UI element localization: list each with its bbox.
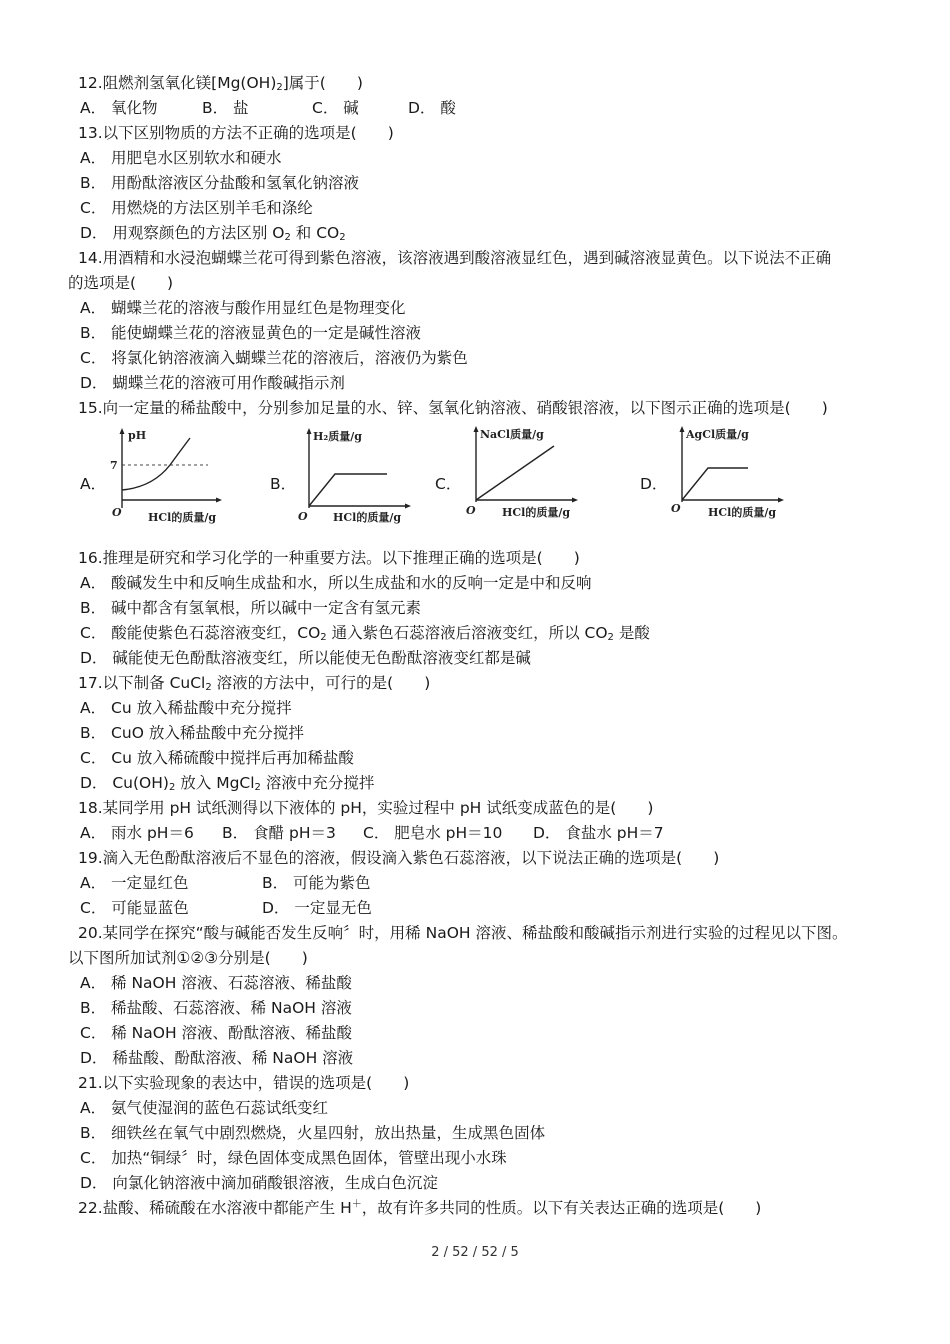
- q20-stem-line1: 20.某同学在探究“酸与碱能否发生反响〞时，用稀 NaOH 溶液、稀盐酸和酸碱指示剂进行实验的过程见以下图。: [78, 924, 848, 942]
- q20-option-c: C． 稀 NaOH 溶液、酚酞溶液、稀盐酸: [80, 1024, 353, 1042]
- graph-b-y-arrow: [307, 428, 312, 434]
- q14-option-a: A． 蝴蝶兰花的溶液与酸作用显红色是物理变化: [80, 299, 406, 317]
- q12-stem: 12.阻燃剂氢氧化镁$[Mg(OH)_2]$属于( ): [78, 74, 363, 93]
- q15-graphs: [0, 424, 950, 528]
- graph-a-curve: [122, 438, 190, 490]
- q12-option-c: C． 碱: [312, 99, 359, 117]
- q19-option-b: B． 可能为紫色: [262, 874, 371, 892]
- q18-option-b: B． 食醋 pH＝3: [222, 824, 336, 842]
- q16-option-a: A． 酸碱发生中和反响生成盐和水，所以生成盐和水的反响一定是中和反响: [80, 574, 592, 592]
- q17-option-a: A． Cu 放入稀盐酸中充分搅拌: [80, 699, 292, 717]
- page-footer: 2 / 52 / 52 / 5: [431, 1245, 519, 1260]
- graph-d-line: [682, 468, 748, 500]
- q14-option-d: D． 蝴蝶兰花的溶液可用作酸碱指示剂: [80, 374, 345, 392]
- graph-c-xlabel: HCl的质量/g: [502, 506, 571, 519]
- graph-d-xlabel: HCl的质量/g: [708, 506, 777, 519]
- q14-stem-line2: 的选项是( ): [68, 274, 174, 292]
- graph-b-x-arrow: [405, 504, 411, 509]
- graph-b-line: [309, 474, 387, 506]
- graph-c-x-arrow: [572, 498, 578, 503]
- q21-option-a: A． 氨气使湿润的蓝色石蕊试纸变红: [80, 1099, 329, 1117]
- q18-stem: 18.某同学用 pH 试纸测得以下液体的 pH，实验过程中 pH 试纸变成蓝色的是( ): [78, 799, 654, 817]
- graph-a-xlabel: HCl的质量/g: [148, 511, 217, 524]
- q17-option-b: B． CuO 放入稀盐酸中充分搅拌: [80, 724, 304, 742]
- q20-option-d: D． 稀盐酸、酚酞溶液、稀 NaOH 溶液: [80, 1049, 354, 1067]
- graph-c-origin: O: [466, 504, 476, 517]
- q14-option-b: B． 能使蝴蝶兰花的溶液显黄色的一定是碱性溶液: [80, 324, 422, 342]
- graph-d-ylabel: AgCl质量/g: [686, 428, 749, 441]
- q15-label-d: D．: [640, 475, 668, 493]
- q14-option-c: C． 将氯化钠溶液滴入蝴蝶兰花的溶液后，溶液仍为紫色: [80, 349, 468, 367]
- q21-option-c: C． 加热“铜绿〞时，绿色固体变成黑色固体，管壁出现小水珠: [80, 1149, 507, 1167]
- q12-option-b: B． 盐: [202, 99, 249, 117]
- graph-d-agcl: [668, 424, 788, 528]
- q20-option-b: B． 稀盐酸、石蕊溶液、稀 NaOH 溶液: [80, 999, 352, 1017]
- q21-stem: 21.以下实验现象的表达中，错误的选项是( ): [78, 1074, 410, 1092]
- q15-label-b: B．: [270, 475, 297, 493]
- q16-stem: 16.推理是研究和学习化学的一种重要方法。以下推理正确的选项是( ): [78, 549, 580, 567]
- q13-option-a: A． 用肥皂水区别软水和硬水: [80, 149, 282, 167]
- q17-option-d: D． $Cu(OH)_2$ 放入 MgCl$_2$ 溶液中充分搅拌: [80, 774, 375, 793]
- graph-a-y-arrow: [120, 428, 125, 434]
- graph-b-ylabel: H₂质量/g: [313, 430, 362, 443]
- q16-option-b: B． 碱中都含有氢氧根，所以碱中一定含有氢元素: [80, 599, 422, 617]
- graph-d-y-arrow: [680, 426, 685, 432]
- q21-option-d: D． 向氯化钠溶液中滴加硝酸银溶液，生成白色沉淀: [80, 1174, 438, 1192]
- graph-b-origin: O: [298, 510, 308, 523]
- q18-option-a: A． 雨水 pH＝6: [80, 824, 194, 842]
- q21-option-b: B． 细铁丝在氧气中剧烈燃烧，火星四射，放出热量，生成黑色固体: [80, 1124, 546, 1142]
- q13-option-c: C． 用燃烧的方法区别羊毛和涤纶: [80, 199, 313, 217]
- q19-option-a: A． 一定显红色: [80, 874, 189, 892]
- graph-c-y-arrow: [474, 426, 479, 432]
- graph-a-tick-7: 7: [110, 459, 118, 472]
- graph-b-h2: [295, 424, 415, 528]
- q13-stem: 13.以下区别物质的方法不正确的选项是( ): [78, 124, 394, 142]
- graph-d-x-arrow: [778, 498, 784, 503]
- q16-option-c: C． 酸能使紫色石蕊溶液变红，$CO_2$ 通入紫色石蕊溶液后溶液变红，所以 $CO_2$ 是酸: [80, 624, 650, 643]
- graph-a-ph: [104, 424, 224, 528]
- graph-a-origin: O: [112, 506, 122, 519]
- q19-option-d: D． 一定显无色: [262, 899, 372, 917]
- q15-label-c: C．: [435, 475, 462, 493]
- q20-option-a: A． 稀 NaOH 溶液、石蕊溶液、稀盐酸: [80, 974, 352, 992]
- q22-stem: 22.盐酸、稀硫酸在水溶液中都能产生 H＋，故有许多共同的性质。以下有关表达正确的选项是( ): [78, 1198, 762, 1217]
- graph-b-xlabel: HCl的质量/g: [333, 511, 402, 524]
- q13-option-d: D． 用观察颜色的方法区别 $O_2$ 和 $CO_2$: [80, 224, 346, 243]
- q20-stem-line2: 以下图所加试剂①②③分别是( ): [68, 949, 308, 967]
- q19-stem: 19.滴入无色酚酞溶液后不显色的溶液，假设滴入紫色石蕊溶液，以下说法正确的选项是( ): [78, 849, 720, 867]
- q15-stem: 15.向一定量的稀盐酸中，分别参加足量的水、锌、氢氧化钠溶液、硝酸银溶液，以下图示正确的选项是( ): [78, 399, 828, 417]
- graph-c-line: [476, 446, 554, 500]
- graph-c-nacl: [462, 424, 582, 528]
- q18-option-d: D． 食盐水 pH＝7: [533, 824, 664, 842]
- q17-stem: 17.以下制备 CuCl$_2$ 溶液的方法中，可行的是( ): [78, 674, 431, 693]
- q13-option-b: B． 用酚酞溶液区分盐酸和氢氧化钠溶液: [80, 174, 360, 192]
- q12-option-d: D． 酸: [408, 99, 456, 117]
- q17-option-c: C． Cu 放入稀硫酸中搅拌后再加稀盐酸: [80, 749, 354, 767]
- q12-option-a: A． 氧化物: [80, 99, 158, 117]
- graph-a-ylabel: pH: [128, 429, 147, 442]
- q16-option-d: D． 碱能使无色酚酞溶液变红，所以能使无色酚酞溶液变红都是碱: [80, 649, 531, 667]
- graph-d-origin: O: [671, 502, 681, 515]
- q19-option-c: C． 可能显蓝色: [80, 899, 189, 917]
- q14-stem-line1: 14.用酒精和水浸泡蝴蝶兰花可得到紫色溶液，该溶液遇到酸溶液显红色，遇到碱溶液显黄色。以下说法不正确: [78, 249, 832, 267]
- graph-c-ylabel: NaCl质量/g: [480, 428, 544, 441]
- q18-option-c: C． 肥皂水 pH＝10: [363, 824, 503, 842]
- graph-a-x-arrow: [216, 498, 222, 503]
- q15-label-a: A．: [80, 475, 107, 493]
